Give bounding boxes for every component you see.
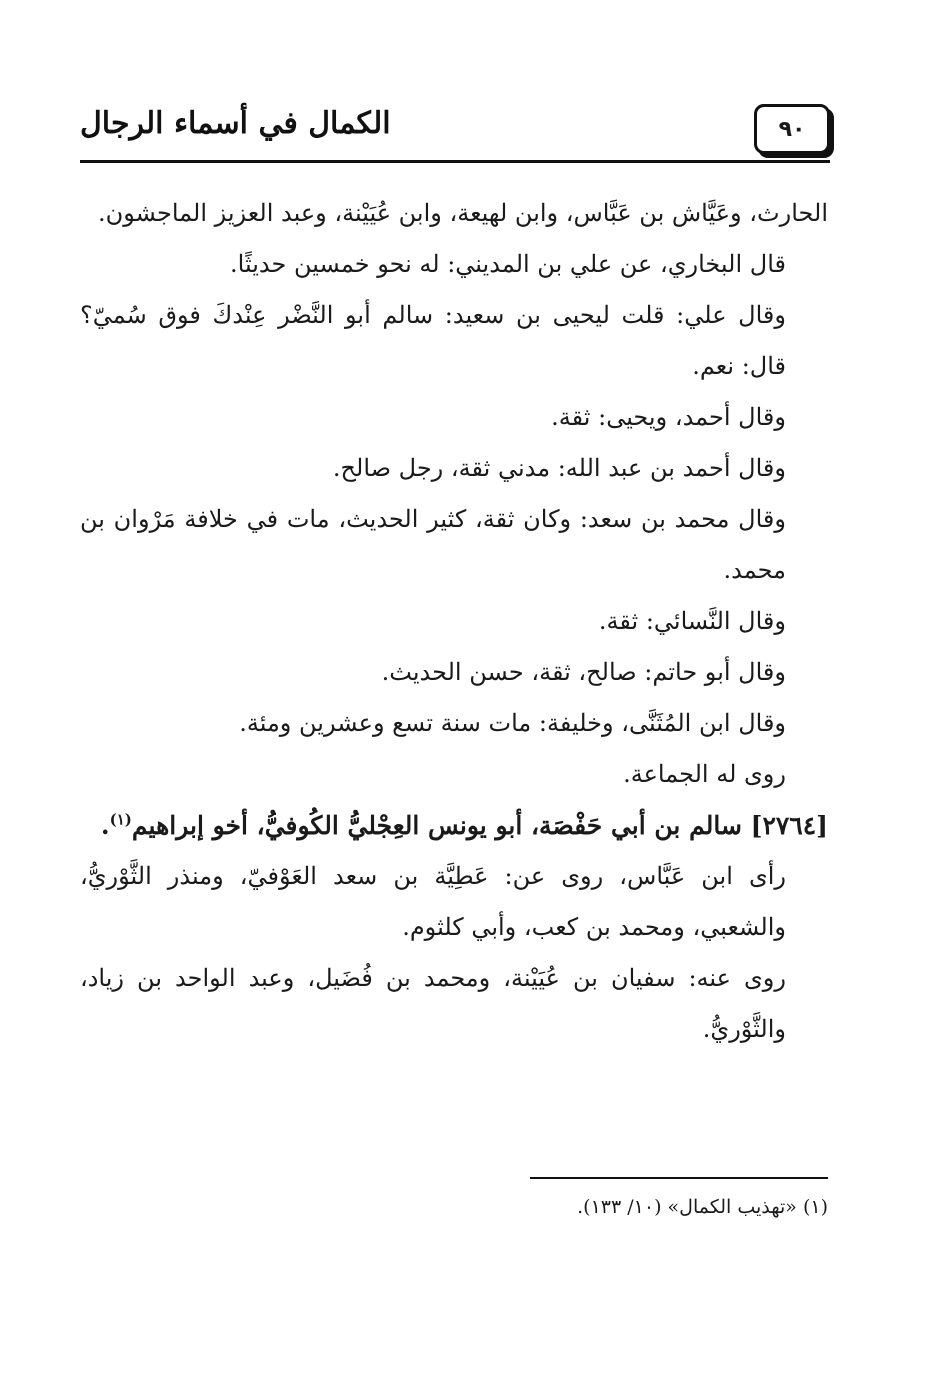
paragraph: وقال محمد بن سعد: وكان ثقة، كثير الحديث، مات في خلافة مَرْوان بن محمد. xyxy=(80,505,786,584)
paragraph: قال البخاري، عن علي بن المديني: له نحو خمسين حديثًا. xyxy=(230,250,786,278)
paragraph: الحارث، وعَيَّاش بن عَبَّاس، وابن لهيعة، وابن عُيَيْنة، وعبد العزيز الماجشون. xyxy=(97,199,828,227)
footnote-divider xyxy=(530,1177,828,1179)
footnote-reference: (١) xyxy=(109,810,132,829)
footnote: (١) «تهذيب الكمال» (١٠/ ١٣٣). xyxy=(577,1196,828,1218)
main-text xyxy=(80,188,828,1055)
book-title: الكمال في أسماء الرجال xyxy=(80,106,391,141)
paragraph: روى عنه: سفيان بن عُيَيْنة، ومحمد بن فُضَيل، وعبد الواحد بن زياد، والثَّوْريُّ. xyxy=(80,964,786,1043)
header-divider xyxy=(80,160,830,163)
page-number: ٩٠ xyxy=(754,104,830,154)
paragraph: رأى ابن عَبَّاس، روى عن: عَطِيَّة بن سعد العَوْفيّ، ومنذر الثَّوْريُّ، والشعبي، ومحمد بن كعب، وأبي كلثوم. xyxy=(80,862,787,941)
paragraph: وقال ابن المُثَنَّى، وخليفة: مات سنة تسع وعشرين ومئة. xyxy=(239,709,786,737)
paragraph: وقال أحمد بن عبد الله: مدني ثقة، رجل صالح. xyxy=(332,454,786,482)
paragraph: وقال النَّسائي: ثقة. xyxy=(598,607,786,635)
entry-heading-end: . xyxy=(100,811,110,840)
paragraph: وقال علي: قلت ليحيى بن سعيد: سالم أبو النَّضْر عِنْدكَ فوق سُميّ؟ قال: نعم. xyxy=(80,301,786,380)
entry-heading xyxy=(80,800,828,851)
paragraph: روى له الجماعة. xyxy=(623,760,786,788)
paragraph: وقال أبو حاتم: صالح، ثقة، حسن الحديث. xyxy=(381,658,786,686)
entry-heading-text: [٢٧٦٤] سالم بن أبي حَفْصَة، أبو يونس العِجْليُّ الكُوفيُّ، أخو إبراهيم xyxy=(131,811,828,840)
page-header xyxy=(80,100,830,166)
paragraph: وقال أحمد، ويحيى: ثقة. xyxy=(551,403,786,431)
